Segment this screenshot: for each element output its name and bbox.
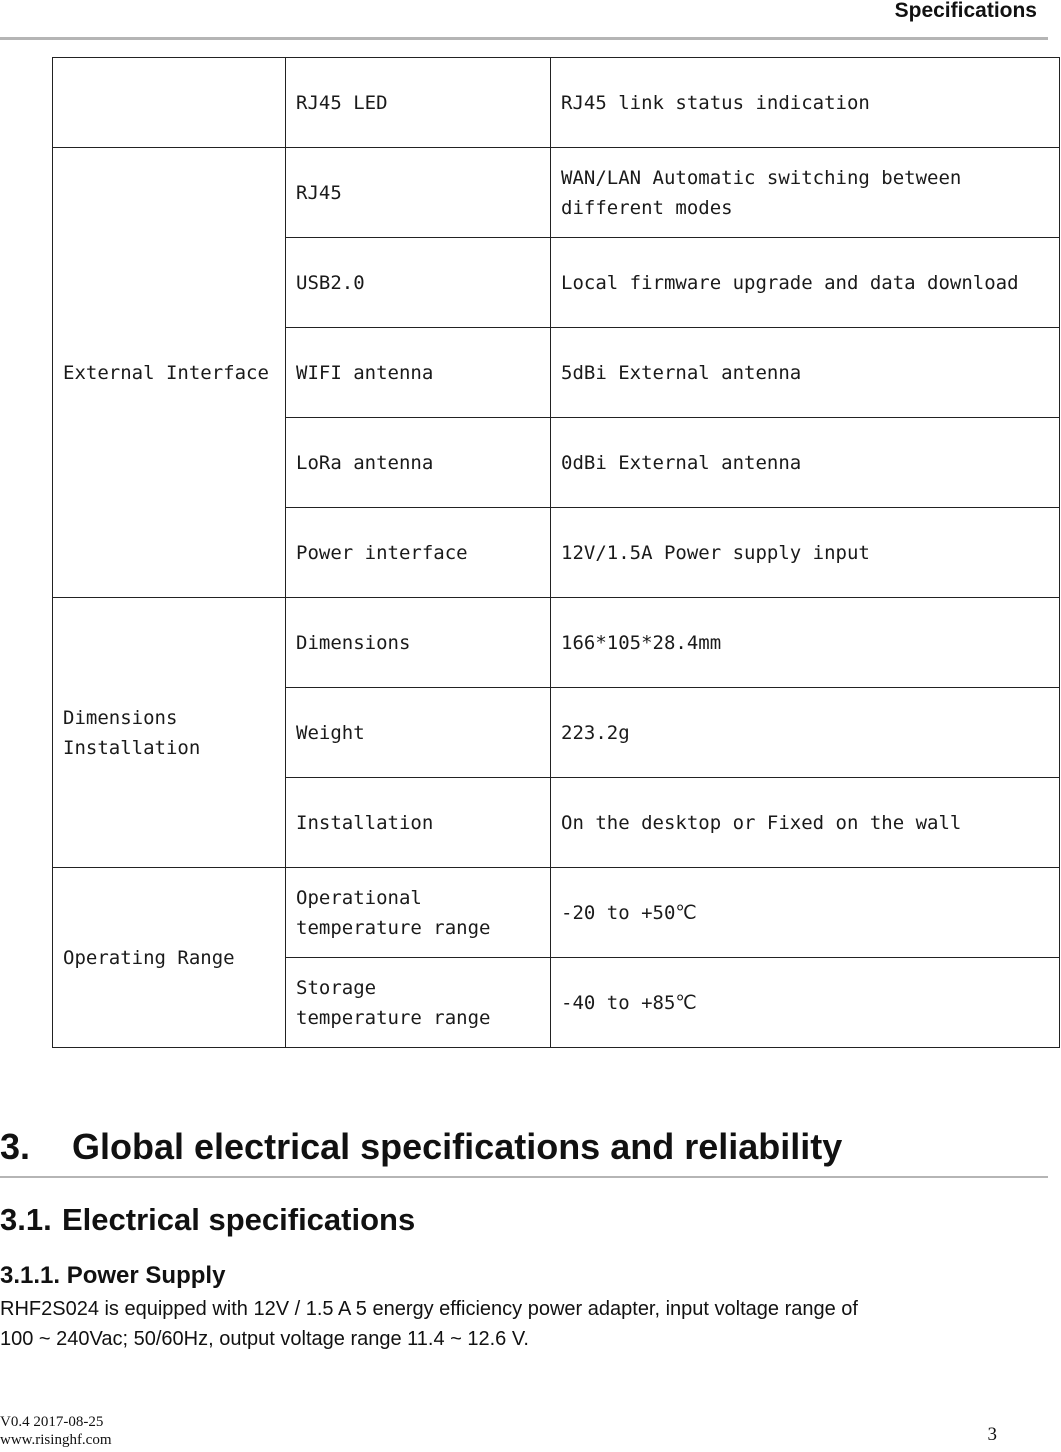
table-cell-value: 12V/1.5A Power supply input (551, 508, 1060, 598)
section-heading (0, 1126, 1048, 1168)
body-paragraph (0, 1294, 1040, 1354)
section-divider (0, 1176, 1048, 1178)
table-cell-item: RJ45 LED (286, 58, 551, 148)
table-row (53, 148, 1060, 238)
footer-version: V0.4 2017-08-25 (0, 1414, 104, 1430)
table-cell-value: 5dBi External antenna (551, 328, 1060, 418)
table-cell-item: Dimensions (286, 598, 551, 688)
subsection-title: Electrical specifications (62, 1202, 416, 1237)
item-label-line: Operational (296, 886, 422, 909)
table-cell-group: Operating Range (53, 868, 286, 1048)
table-cell-value: 223.2g (551, 688, 1060, 778)
table-cell-value: -20 to +50℃ (551, 868, 1060, 958)
footer-website: www.risinghf.com (0, 1432, 112, 1448)
header-divider (0, 37, 1048, 40)
table-cell-item: Power interface (286, 508, 551, 598)
specifications-table (52, 57, 1060, 1048)
item-label-line: Storage (296, 976, 377, 999)
item-label-line: temperature range (296, 1006, 491, 1029)
table-cell-value: 166*105*28.4mm (551, 598, 1060, 688)
table-cell-value: RJ45 link status indication (551, 58, 1060, 148)
table-cell-value: On the desktop or Fixed on the wall (551, 778, 1060, 868)
section-title: Global electrical specifications and reliability (72, 1126, 843, 1167)
subsection-heading (0, 1202, 415, 1238)
table-cell-value: Local firmware upgrade and data download (551, 238, 1060, 328)
footer-info (0, 1413, 112, 1449)
table-cell-item: USB2.0 (286, 238, 551, 328)
table-row (53, 598, 1060, 688)
table-cell-value: WAN/LAN Automatic switching between different modes (551, 148, 1060, 238)
table-cell-item: LoRa antenna (286, 418, 551, 508)
table-cell-item: Weight (286, 688, 551, 778)
group-label-line: Dimensions (63, 706, 178, 729)
subsubsection-heading: 3.1.1. Power Supply (0, 1262, 226, 1289)
item-label-line: temperature range (296, 916, 491, 939)
table-cell-group (53, 58, 286, 148)
table-cell-group (53, 598, 286, 868)
table-cell-item: WIFI antenna (286, 328, 551, 418)
paragraph-line: RHF2S024 is equipped with 12V / 1.5 A 5 energy efficiency power adapter, input voltage range of (0, 1298, 858, 1320)
table-cell-value: 0dBi External antenna (551, 418, 1060, 508)
page-header-title: Specifications (894, 0, 1037, 22)
table-cell-item (286, 868, 551, 958)
table-cell-value: -40 to +85℃ (551, 958, 1060, 1048)
table-cell-item (286, 958, 551, 1048)
table-cell-group: External Interface (53, 148, 286, 598)
table-cell-item: Installation (286, 778, 551, 868)
section-number: 3. (0, 1126, 31, 1167)
table-row (53, 868, 1060, 958)
table-row (53, 58, 1060, 148)
paragraph-line: 100 ~ 240Vac; 50/60Hz, output voltage range 11.4 ~ 12.6 V. (0, 1328, 529, 1350)
page-number: 3 (987, 1424, 997, 1445)
table-cell-item: RJ45 (286, 148, 551, 238)
subsection-number: 3.1. (0, 1202, 52, 1237)
group-label-line: Installation (63, 736, 201, 759)
